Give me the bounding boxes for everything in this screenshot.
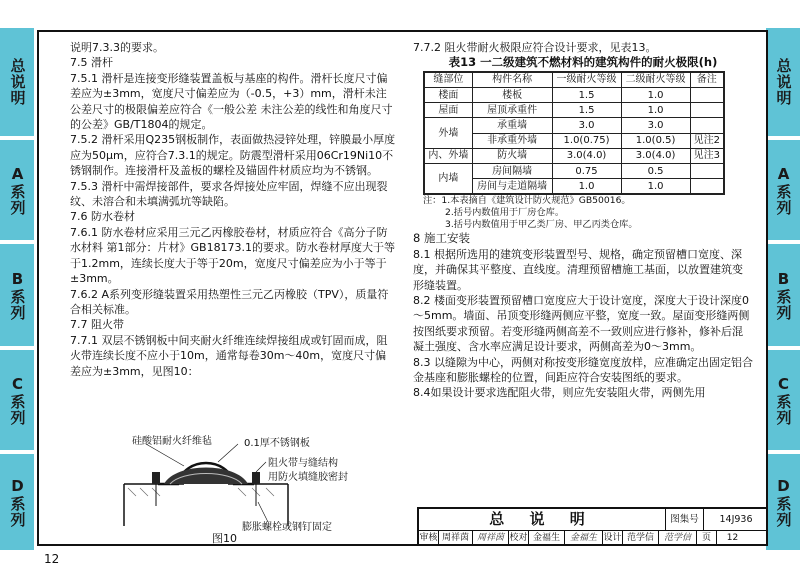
section-heading: 7.7 阻火带 xyxy=(70,318,124,332)
table-cell: 3.0(4.0) xyxy=(552,148,621,163)
table-cell: 0.5 xyxy=(621,163,690,178)
reviewer-signature: 周祥茵 xyxy=(473,530,509,546)
figure-label-bolt: 膨胀螺栓或钢钉固定 xyxy=(242,522,332,533)
page-number-cell: 12 xyxy=(726,533,739,543)
table-cell xyxy=(690,103,724,118)
table-cell: 见注3 xyxy=(690,148,724,163)
table-cell: 防火墙 xyxy=(472,148,552,163)
table-note: 注：1.本表摘自《建筑设计防火规范》GB50016。 xyxy=(423,195,631,207)
paragraph: 8.4如果设计要求选配阻火带，则应先安装阻火带，两侧先用 xyxy=(413,386,706,400)
tab-d-left[interactable] xyxy=(0,454,34,550)
tab-a-right[interactable] xyxy=(766,140,800,240)
designer-name: 范学信 xyxy=(623,530,659,546)
table-cell: 见注2 xyxy=(690,133,724,148)
table-cell: 1.0(0.75) xyxy=(552,133,621,148)
designer-signature: 范学信 xyxy=(659,530,697,546)
figure-caption: 图10 xyxy=(212,532,237,545)
tab-label: 总说明 xyxy=(774,58,793,106)
section-heading: 7.6 防水卷材 xyxy=(70,210,135,224)
paragraph: 8.1 根据所选用的建筑变形装置型号、规格，确定预留槽口宽度、深度，并确保其平整度、直线度。清理预留槽施工基面，以放置建筑变形缝装置。 xyxy=(413,247,743,292)
table-cell: 承重墙 xyxy=(472,118,552,133)
title-block-row xyxy=(419,530,768,546)
table-cell: 1.5 xyxy=(552,103,621,118)
figure-label-barrier-2: 用防火填缝胶密封 xyxy=(268,472,348,483)
paragraph: 8.3 以缝隙为中心，两侧对称按变形缝宽度放样，应准确定出固定铝合金基座和膨胀螺栓的位置，间距应符合安装图纸的要求。 xyxy=(413,355,753,384)
tab-label: D系列 xyxy=(8,476,27,528)
table-cell: 房间隔墙 xyxy=(472,163,552,178)
table-cell: 内、外墙 xyxy=(424,148,472,163)
page-label: 页 xyxy=(697,530,717,546)
table-cell: 1.0 xyxy=(552,179,621,195)
right-column xyxy=(413,40,753,401)
tab-c-left[interactable] xyxy=(0,350,34,450)
tab-label: A系列 xyxy=(774,164,793,216)
table-title: 表13 一二级建筑不燃材料的建筑构件的耐火极限(h) xyxy=(448,55,718,70)
table-cell: 3.0(4.0) xyxy=(621,148,690,163)
tab-a-left[interactable] xyxy=(0,140,34,240)
checker-signature: 金福生 xyxy=(565,530,603,546)
paragraph: 7.6.2 A系列变形缝装置采用热塑性三元乙丙橡胶（TPV），质量符合相关标准。 xyxy=(70,287,389,316)
table-notes xyxy=(423,195,753,231)
table-row xyxy=(424,163,724,178)
table-cell: 屋面 xyxy=(424,103,472,118)
figure-label-fiber: 硅酸铝耐火纤维毡 xyxy=(132,436,212,447)
table-cell: 内墙 xyxy=(424,163,472,194)
figure-10 xyxy=(118,436,350,548)
table-cell: 3.0 xyxy=(621,118,690,133)
paragraph: 7.7.2 阻火带耐火极限应符合设计要求，见表13。 xyxy=(413,41,657,54)
table-header-row xyxy=(424,72,724,88)
table-row xyxy=(424,103,724,118)
table-cell: 楼面 xyxy=(424,88,472,103)
paragraph: 7.5.2 滑杆采用Q235钢板制作，表面做热浸锌处理，锌膜最小厚度应为50μm，应符合7.3.1的规定。防震型滑杆采用06Cr19Ni10不锈钢制作。连接滑杆及盖板的螺栓及锚固件材质应均为不锈钢。 xyxy=(70,133,396,178)
atlas-number: 14J936 xyxy=(719,514,753,525)
table-cell: 1.0 xyxy=(621,88,690,103)
table-cell: 1.0 xyxy=(621,179,690,195)
table-row xyxy=(424,118,724,133)
table-cell: 楼板 xyxy=(472,88,552,103)
table-cell xyxy=(690,118,724,133)
tab-general-left[interactable] xyxy=(0,28,34,136)
section-heading: 7.5 滑杆 xyxy=(70,56,113,70)
tab-label: D系列 xyxy=(774,476,793,528)
table-cell xyxy=(690,179,724,195)
table-cell: 非承重外墙 xyxy=(472,133,552,148)
figure-label-barrier-1: 阻火带与缝结构 xyxy=(268,458,338,469)
table-cell: 0.75 xyxy=(552,163,621,178)
header-cell: 一级耐火等级 xyxy=(552,72,621,88)
review-label: 审核 xyxy=(419,530,439,546)
table-cell: 1.5 xyxy=(552,88,621,103)
reviewer-name: 周祥茵 xyxy=(439,530,473,546)
drawing-title: 总 说 明 xyxy=(419,509,666,530)
checker-name: 金福生 xyxy=(529,530,565,546)
table-cell: 房间与走道隔墙 xyxy=(472,179,552,195)
tab-label: C系列 xyxy=(8,374,27,426)
table-cell: 3.0 xyxy=(552,118,621,133)
tab-label: B系列 xyxy=(8,269,27,321)
header-cell: 构件名称 xyxy=(472,72,552,88)
table-cell xyxy=(690,88,724,103)
table-cell: 外墙 xyxy=(424,118,472,148)
tab-general-right[interactable] xyxy=(766,28,800,136)
design-label: 设计 xyxy=(603,530,623,546)
section-heading: 8 施工安装 xyxy=(413,231,470,246)
header-cell: 备注 xyxy=(690,72,724,88)
table-row xyxy=(424,148,724,163)
tab-label: 总说明 xyxy=(8,58,27,106)
title-block-row xyxy=(419,509,768,531)
table-note: 3.括号内数值用于甲乙类厂房、甲乙丙类仓库。 xyxy=(445,219,638,231)
figure-label-steel: 0.1厚不锈钢板 xyxy=(244,438,310,449)
tab-label: A系列 xyxy=(8,164,27,216)
tab-label: B系列 xyxy=(774,269,793,321)
tab-label: C系列 xyxy=(774,374,793,426)
page-number: 12 xyxy=(44,552,60,566)
paragraph: 7.6.1 防水卷材应采用三元乙丙橡胶卷材，材质应符合《高分子防水材料 第1部分：片材》GB18173.1的要求。防水卷材厚度大于等于1.2mm，连续长度大于等于20m，宽度尺寸偏差应为小于等于±3mm。 xyxy=(70,225,396,286)
fire-resistance-table xyxy=(423,71,725,196)
atlas-label: 图集号 xyxy=(666,509,704,530)
header-cell: 二级耐火等级 xyxy=(621,72,690,88)
paragraph: 说明7.3.3的要求。 xyxy=(70,41,164,54)
table-cell: 1.0 xyxy=(621,103,690,118)
tab-d-right[interactable] xyxy=(766,454,800,550)
table-note: 2.括号内数值用于厂房仓库。 xyxy=(445,207,565,219)
paragraph: 8.2 楼面变形装置预留槽口宽度应大于设计宽度，深度大于设计深度0～5mm。墙面、吊顶变形缝两侧应平整，宽度一致。屋面变形缝两侧按图纸要求预留。若变形缝两侧高差不一致则应进行修补，修补后混凝土强度、含水率应满足设计要求，两侧高差为0～3mm。 xyxy=(413,293,750,354)
table-row xyxy=(424,88,724,103)
paragraph: 7.5.3 滑杆中需焊接部件，要求各焊接处应牢固，焊缝不应出现裂纹、未溶合和未填满弧坑等缺陷。 xyxy=(70,179,388,209)
table-cell: 屋顶承重件 xyxy=(472,103,552,118)
check-label: 校对 xyxy=(509,530,529,546)
paragraph: 7.5.1 滑杆是连接变形缝装置盖板与基座的构件。滑杆长度尺寸偏差应为±3mm，宽度尺寸偏差应为（-0.5，+3）mm，滑杆未注公差尺寸的极限偏差应符合《一般公差 未注公差的线性和角度尺寸的公差》GB/T1804的规定。 xyxy=(70,71,393,132)
paragraph: 7.7.1 双层不锈钢板中间夹耐火纤维连续焊接组成或钉固而成，阻火带连续长度不应小于10m，通常每卷30m～40m，宽度尺寸偏差应为±3mm，见图10： xyxy=(70,333,388,378)
header-cell: 缝部位 xyxy=(424,72,472,88)
tab-c-right[interactable] xyxy=(766,350,800,450)
left-column xyxy=(70,40,396,379)
table-cell xyxy=(690,163,724,178)
tab-b-right[interactable] xyxy=(766,244,800,346)
tab-b-left[interactable] xyxy=(0,244,34,346)
table-cell: 1.0(0.5) xyxy=(621,133,690,148)
title-block xyxy=(417,507,768,546)
